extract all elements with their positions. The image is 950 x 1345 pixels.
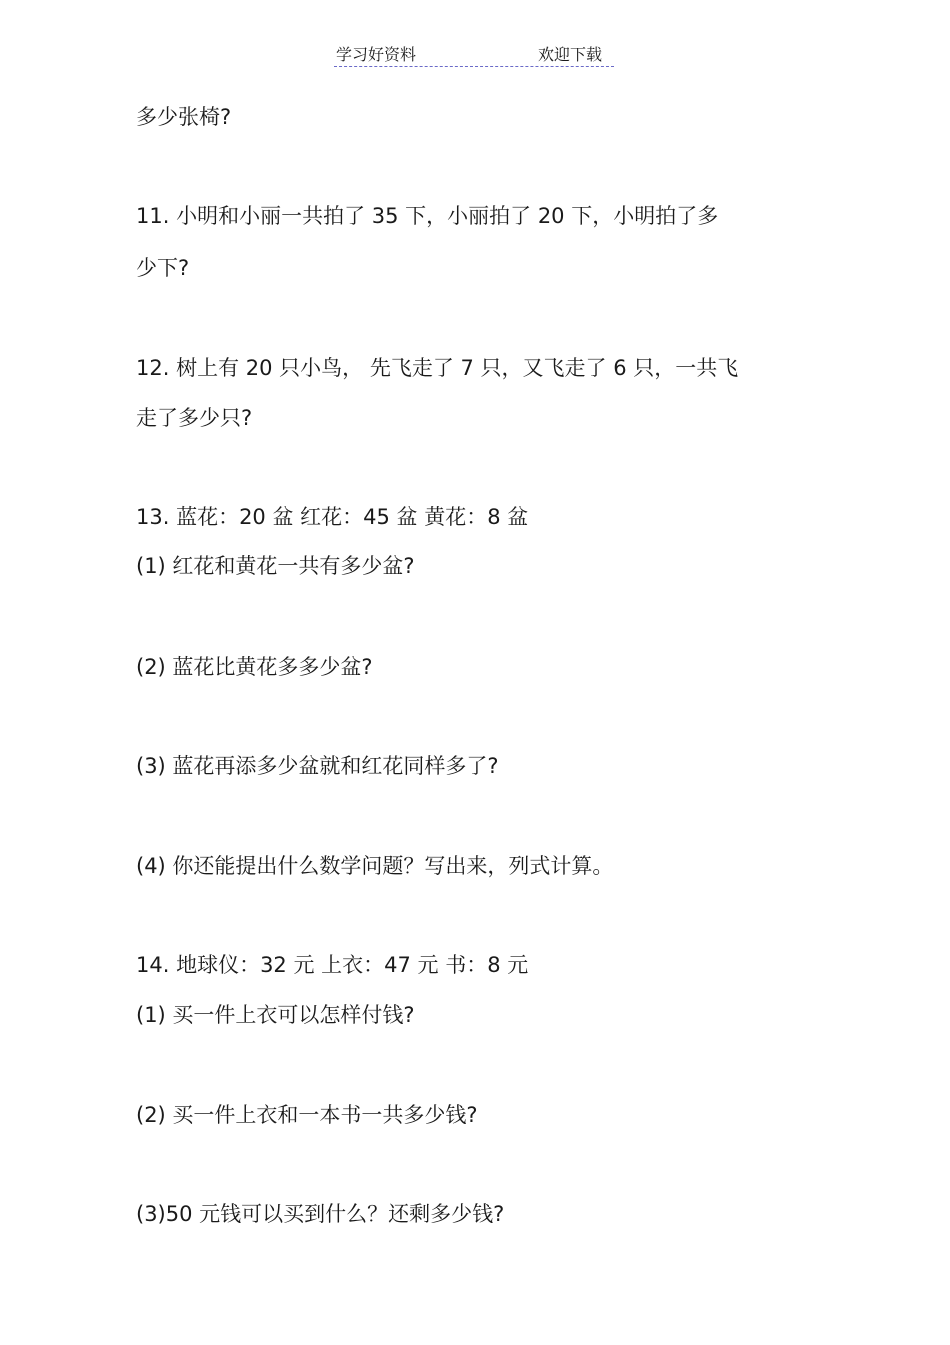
header-right-text: 欢迎下载	[538, 45, 603, 64]
question-12-line-1: 12. 树上有 20 只小鸟， 先飞走了 7 只，又飞走了 6 只，一共飞	[136, 356, 739, 380]
question-14-part-2: (2) 买一件上衣和一本书一共多少钱?	[136, 1103, 478, 1127]
question-14-stem: 14. 地球仪：32 元 上衣：47 元 书：8 元	[136, 953, 529, 977]
text-line: 多少张椅?	[136, 105, 232, 129]
question-11-line-2: 少下?	[136, 256, 190, 280]
question-12-line-2: 走了多少只?	[136, 406, 253, 430]
page-header	[334, 40, 614, 67]
question-13-part-4: (4) 你还能提出什么数学问题？写出来，列式计算。	[136, 854, 614, 878]
question-14-part-1: (1) 买一件上衣可以怎样付钱?	[136, 1003, 415, 1027]
question-13-part-1: (1) 红花和黄花一共有多少盆?	[136, 554, 415, 578]
question-13-part-3: (3) 蓝花再添多少盆就和红花同样多了?	[136, 754, 499, 778]
question-14-part-3: (3)50 元钱可以买到什么？还剩多少钱?	[136, 1202, 505, 1226]
header-left-text: 学习好资料	[336, 45, 417, 64]
question-13-part-2: (2) 蓝花比黄花多多少盆?	[136, 655, 373, 679]
question-13-stem: 13. 蓝花：20 盆 红花：45 盆 黄花：8 盆	[136, 505, 529, 529]
question-11-line-1: 11. 小明和小丽一共拍了 35 下，小丽拍了 20 下，小明拍了多	[136, 204, 719, 228]
